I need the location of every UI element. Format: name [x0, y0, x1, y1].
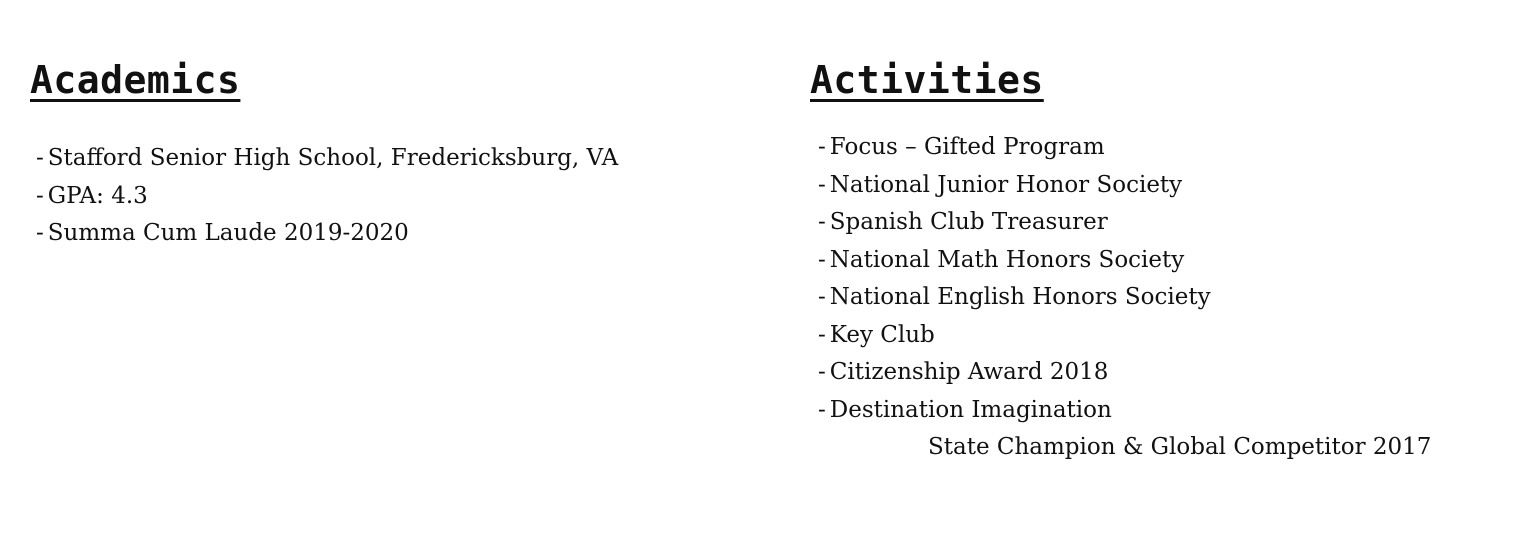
- list-item-text: Citizenship Award 2018: [829, 359, 1109, 385]
- list-item-text: Summa Cum Laude 2019-2020: [47, 220, 409, 246]
- list-item-text: National English Honors Society: [829, 284, 1211, 310]
- list-item: [818, 242, 1431, 280]
- bullet-dash: -: [36, 145, 44, 171]
- bullet-dash: -: [818, 359, 826, 385]
- bullet-dash: -: [818, 246, 826, 273]
- list-item: [818, 354, 1431, 392]
- bullet-dash: -: [818, 134, 826, 160]
- bullet-dash: -: [818, 396, 826, 423]
- list-item: [36, 140, 618, 178]
- academics-heading: Academics: [30, 58, 241, 102]
- list-item-text: Stafford Senior High School, Fredericksburg, VA: [47, 145, 619, 171]
- bullet-dash: -: [818, 171, 826, 198]
- academics-list: [36, 140, 618, 253]
- activities-heading: Activities: [810, 58, 1044, 102]
- bullet-dash: -: [818, 209, 826, 235]
- list-item: [818, 392, 1431, 430]
- list-item: [818, 167, 1431, 205]
- list-item-text: National Junior Honor Society: [829, 171, 1183, 198]
- list-item: [36, 178, 618, 216]
- list-item: [818, 204, 1431, 242]
- bullet-dash: -: [36, 220, 44, 246]
- list-item-text: GPA: 4.3: [47, 182, 148, 209]
- list-sub-item: State Champion & Global Competitor 2017: [928, 434, 1432, 460]
- bullet-dash: -: [818, 284, 826, 310]
- list-item-text: National Math Honors Society: [829, 246, 1185, 273]
- bullet-dash: -: [818, 321, 826, 348]
- activities-list: [818, 129, 1431, 467]
- list-item: [818, 317, 1431, 355]
- list-item: [818, 279, 1431, 317]
- list-item-text: Destination Imagination: [829, 396, 1112, 423]
- list-item-text: Focus – Gifted Program: [829, 134, 1105, 160]
- list-item: [818, 129, 1431, 167]
- list-item: [36, 215, 618, 253]
- list-item-text: Key Club: [829, 321, 935, 348]
- bullet-dash: -: [36, 182, 44, 209]
- list-item-text: Spanish Club Treasurer: [829, 209, 1108, 235]
